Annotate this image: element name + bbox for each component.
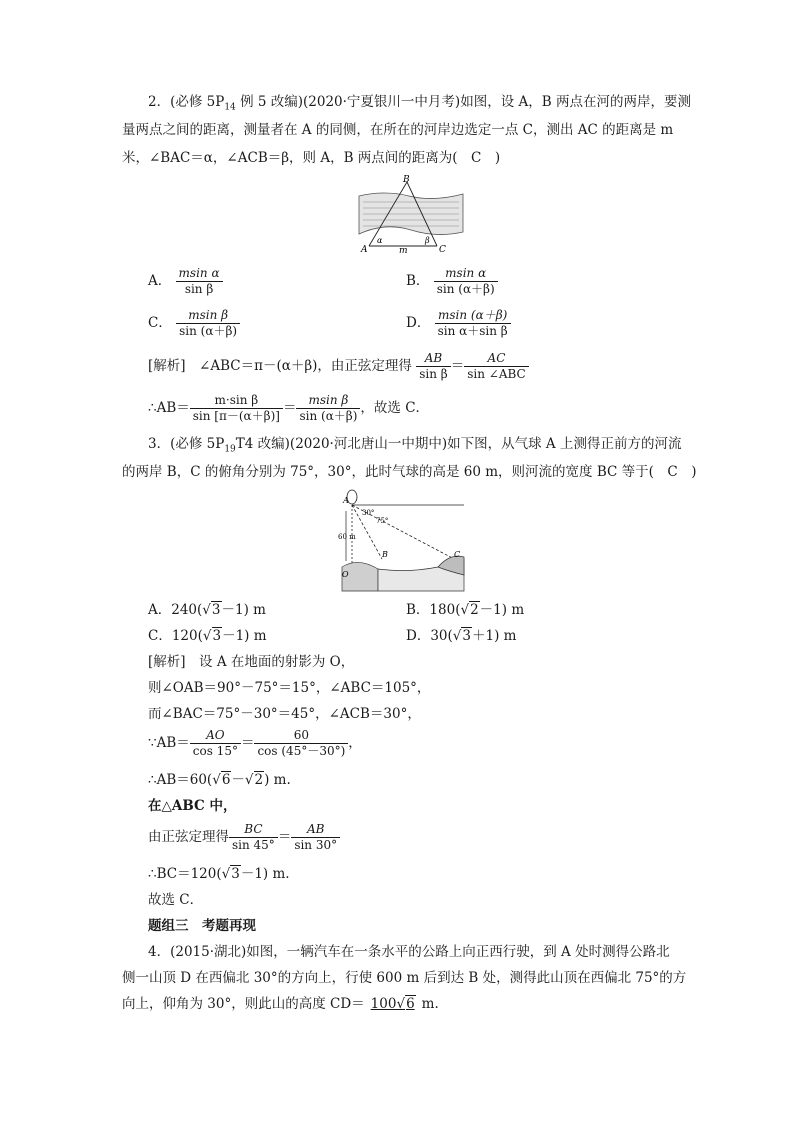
q3-option-d: D．30(√3＋1) m — [406, 628, 517, 644]
fig-label-A: A — [361, 245, 368, 254]
q2-option-d: D． $\frac{msin (\alpha+\beta)}{\text{sin α＋sin β}}$ — [406, 308, 511, 339]
q2-solution-1: [解析] ∠ABC＝π－(α＋β)，由正弦定理得 $\frac{AB}{\text{sin β}}$ ＝ $\frac{AC}{\text{sin ∠ABC}}$ — [148, 351, 529, 382]
q3-solution-8: ∴BC＝120(√3－1) m. — [148, 866, 290, 882]
fig-label-m: m — [399, 246, 408, 254]
fig-label-alpha: α — [377, 236, 383, 245]
q3-balloon-figure — [338, 487, 468, 593]
fig3-label-B: B — [382, 550, 388, 559]
fig-label-B: B — [403, 175, 410, 185]
fig3-label-30: 30° — [362, 509, 375, 517]
q3-option-b: B．180(√2－1) m — [406, 602, 525, 618]
fig3-label-A: A — [343, 496, 349, 505]
q2-line2: 量两点之间的距离，测量者在 A 的同侧，在所在的河岸边选定一点 C，测出 AC 的距离是 m — [122, 122, 674, 138]
fig3-label-O: O — [342, 570, 349, 579]
q4-answer: 100√6 — [370, 996, 415, 1012]
q3-line1: 3．(必修 $5P_{19}T4$ 改编)(2020·河北唐山一中期中)如下图，从气球 A 上测得正前方的河流 — [148, 436, 682, 455]
q2-option-c: C． $\frac{\text{msin β}}{\sin (\alpha+\beta)}$ — [148, 308, 240, 339]
q2-solution-2: ∴AB＝ $\frac{\text{m·sin β}}{\sin [\pi-(\alpha+\beta)]}$ ＝ $\frac{\text{msin β}}{\sin (\alpha+\beta)}$ ，故选 C． — [148, 393, 430, 423]
fig3-label-75: 75° — [376, 517, 389, 525]
q4-line3: 向上，仰角为 30°，则此山的高度 CD＝ 100√6 m. — [122, 996, 439, 1012]
fig-label-C: C — [439, 245, 446, 254]
q3-option-c: C．120(√3－1) m — [148, 628, 267, 644]
q2-line1: 2．(必修 $5P_{14}$ 例 5 改编)(2020·宁夏银川一中月考)如图，设 A，B 两点在河的两岸，要测 — [148, 94, 691, 113]
q2-line3: 米，∠BAC＝α，∠ACB＝β，则 A，B 两点间的距离为( C ) — [122, 150, 501, 166]
fig3-label-height: 60 m — [338, 533, 356, 541]
q3-solution-6: 在△ABC 中， — [148, 798, 237, 814]
q3-solution-5: ∴AB＝60(√6－√2) m. — [148, 772, 291, 788]
q3-solution-2: 则∠OAB＝90°－75°＝15°，∠ABC＝105°， — [148, 680, 431, 696]
section-heading: 题组三 考题再现 — [148, 918, 256, 934]
q3-solution-4: ∵AB＝ $\frac{AO}{\cos 15^\circ}$ ＝ $\frac{60}{\cos (45^\circ-30^\circ)}$ ， — [148, 728, 362, 758]
q3-solution-7: 由正弦定理得 $\frac{BC}{\sin 45^\circ}$ ＝ $\frac{AB}{\sin 30^\circ}$ — [148, 822, 340, 853]
q3-solution-9: 故选 C． — [148, 892, 204, 908]
q2-option-a: A． $\frac{\text{msin α}}{\text{sin β}}$ — [148, 266, 223, 297]
q2-option-b: B． $\frac{\text{msin α}}{\sin (\alpha+\beta)}$ — [406, 266, 498, 297]
q3-solution-1: [解析] 设 A 在地面的射影为 O， — [148, 654, 355, 670]
q3-solution-3: 而∠BAC＝75°－30°＝45°，∠ACB＝30°， — [148, 706, 421, 722]
q4-line2: 侧一山顶 D 在西偏北 30°的方向上，行使 600 m 后到达 B 处，测得此山顶在西偏北 75°的方 — [122, 970, 687, 986]
fig3-label-C: C — [454, 550, 461, 559]
fig-label-beta: β — [425, 236, 430, 245]
q2-river-figure — [355, 172, 467, 254]
q3-line2: 的两岸 B，C 的俯角分别为 75°，30°，此时气球的高是 60 m，则河流的宽度 BC 等于( C ) — [122, 464, 697, 480]
q4-line1: 4．(2015·湖北)如图，一辆汽车在一条水平的公路上向正西行驶，到 A 处时测得公路北 — [148, 944, 670, 960]
q3-option-a: A．240(√3－1) m — [148, 602, 266, 618]
